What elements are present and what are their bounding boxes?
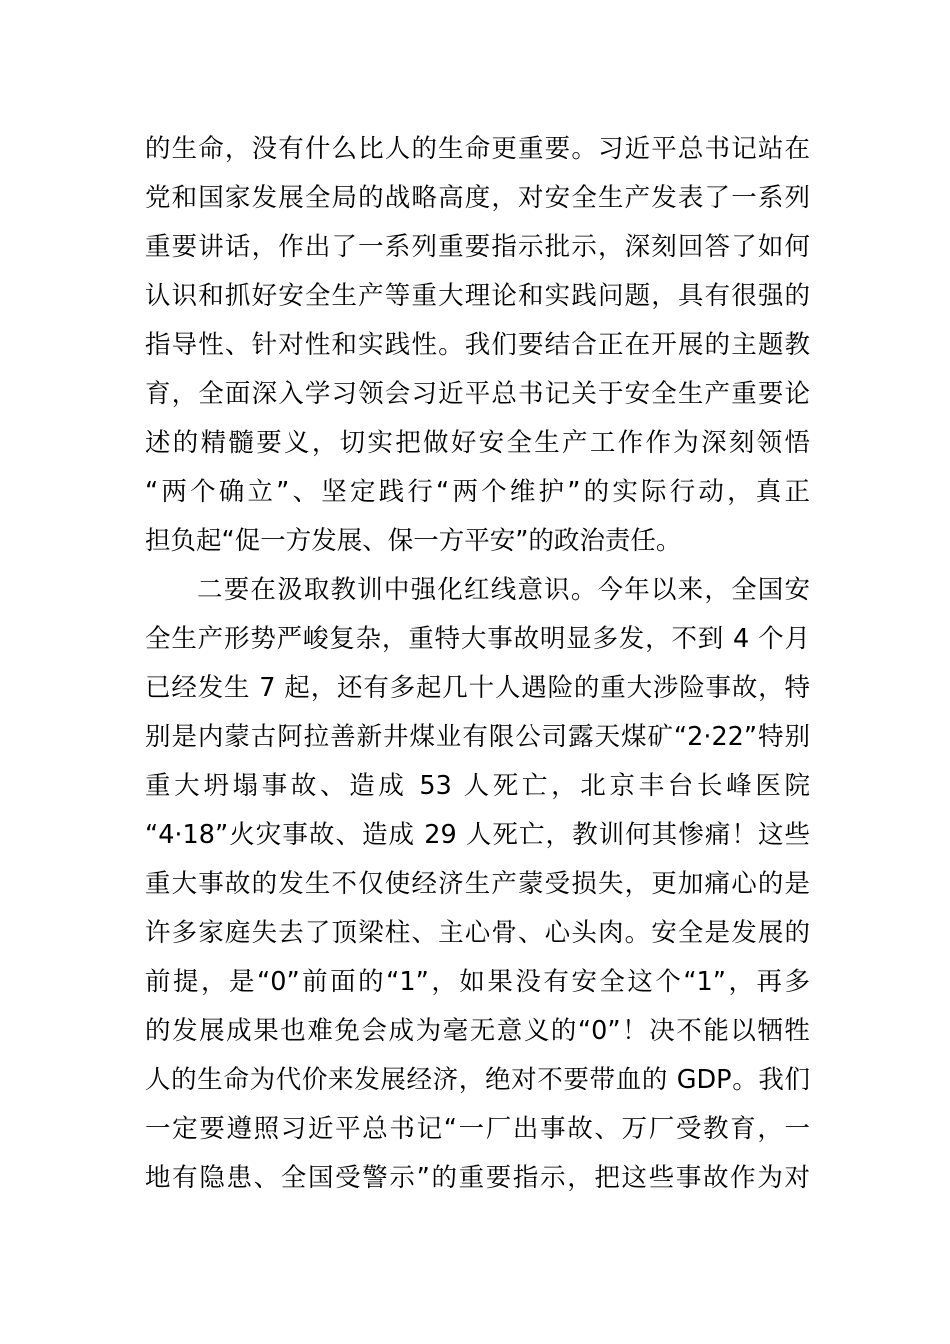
paragraph-start-line: 二要在汲取教训中强化红线意识。今年以来，全国安 xyxy=(197,575,810,605)
text-line: 的发展成果也难免会成为毫无意义的“0”！决不能以牺牲 xyxy=(145,1016,810,1046)
text-line: 认识和抓好安全生产等重大理论和实践问题，具有很强的 xyxy=(145,281,810,311)
body-text xyxy=(145,125,810,1203)
text-line: 全生产形势严峻复杂，重特大事故明显多发，不到 4 个月 xyxy=(145,624,810,654)
paragraph-end-line: 担负起“促一方发展、保一方平安”的政治责任。 xyxy=(145,526,682,556)
text-line: 许多家庭失去了顶梁柱、主心骨、心头肉。安全是发展的 xyxy=(145,918,810,948)
text-line: “两个确立”、坚定践行“两个维护”的实际行动，真正 xyxy=(145,477,810,507)
text-line: 重大坍塌事故、造成 53 人死亡，北京丰台长峰医院 xyxy=(145,771,810,801)
text-line: 地有隐患、全国受警示”的重要指示，把这些事故作为对 xyxy=(145,1163,810,1193)
text-line: 已经发生 7 起，还有多起几十人遇险的重大涉险事故，特 xyxy=(145,673,810,703)
text-line: 育，全面深入学习领会习近平总书记关于安全生产重要论 xyxy=(145,379,810,409)
text-line: 指导性、针对性和实践性。我们要结合正在开展的主题教 xyxy=(145,330,810,360)
text-line: 人的生命为代价来发展经济，绝对不要带血的 GDP。我们 xyxy=(145,1065,810,1095)
text-line: 重大事故的发生不仅使经济生产蒙受损失，更加痛心的是 xyxy=(145,869,810,899)
text-line: “4·18”火灾事故、造成 29 人死亡，教训何其惨痛！这些 xyxy=(145,820,810,850)
text-line: 的生命，没有什么比人的生命更重要。习近平总书记站在 xyxy=(145,134,810,164)
text-line: 重要讲话，作出了一系列重要指示批示，深刻回答了如何 xyxy=(145,232,810,262)
text-line: 述的精髓要义，切实把做好安全生产工作作为深刻领悟 xyxy=(145,428,810,458)
text-line: 党和国家发展全局的战略高度，对安全生产发表了一系列 xyxy=(145,183,810,213)
text-line: 别是内蒙古阿拉善新井煤业有限公司露天煤矿“2·22”特别 xyxy=(145,722,810,752)
text-line: 一定要遵照习近平总书记“一厂出事故、万厂受教育，一 xyxy=(145,1114,810,1144)
text-line: 前提，是“0”前面的“1”，如果没有安全这个“1”，再多 xyxy=(145,967,810,997)
